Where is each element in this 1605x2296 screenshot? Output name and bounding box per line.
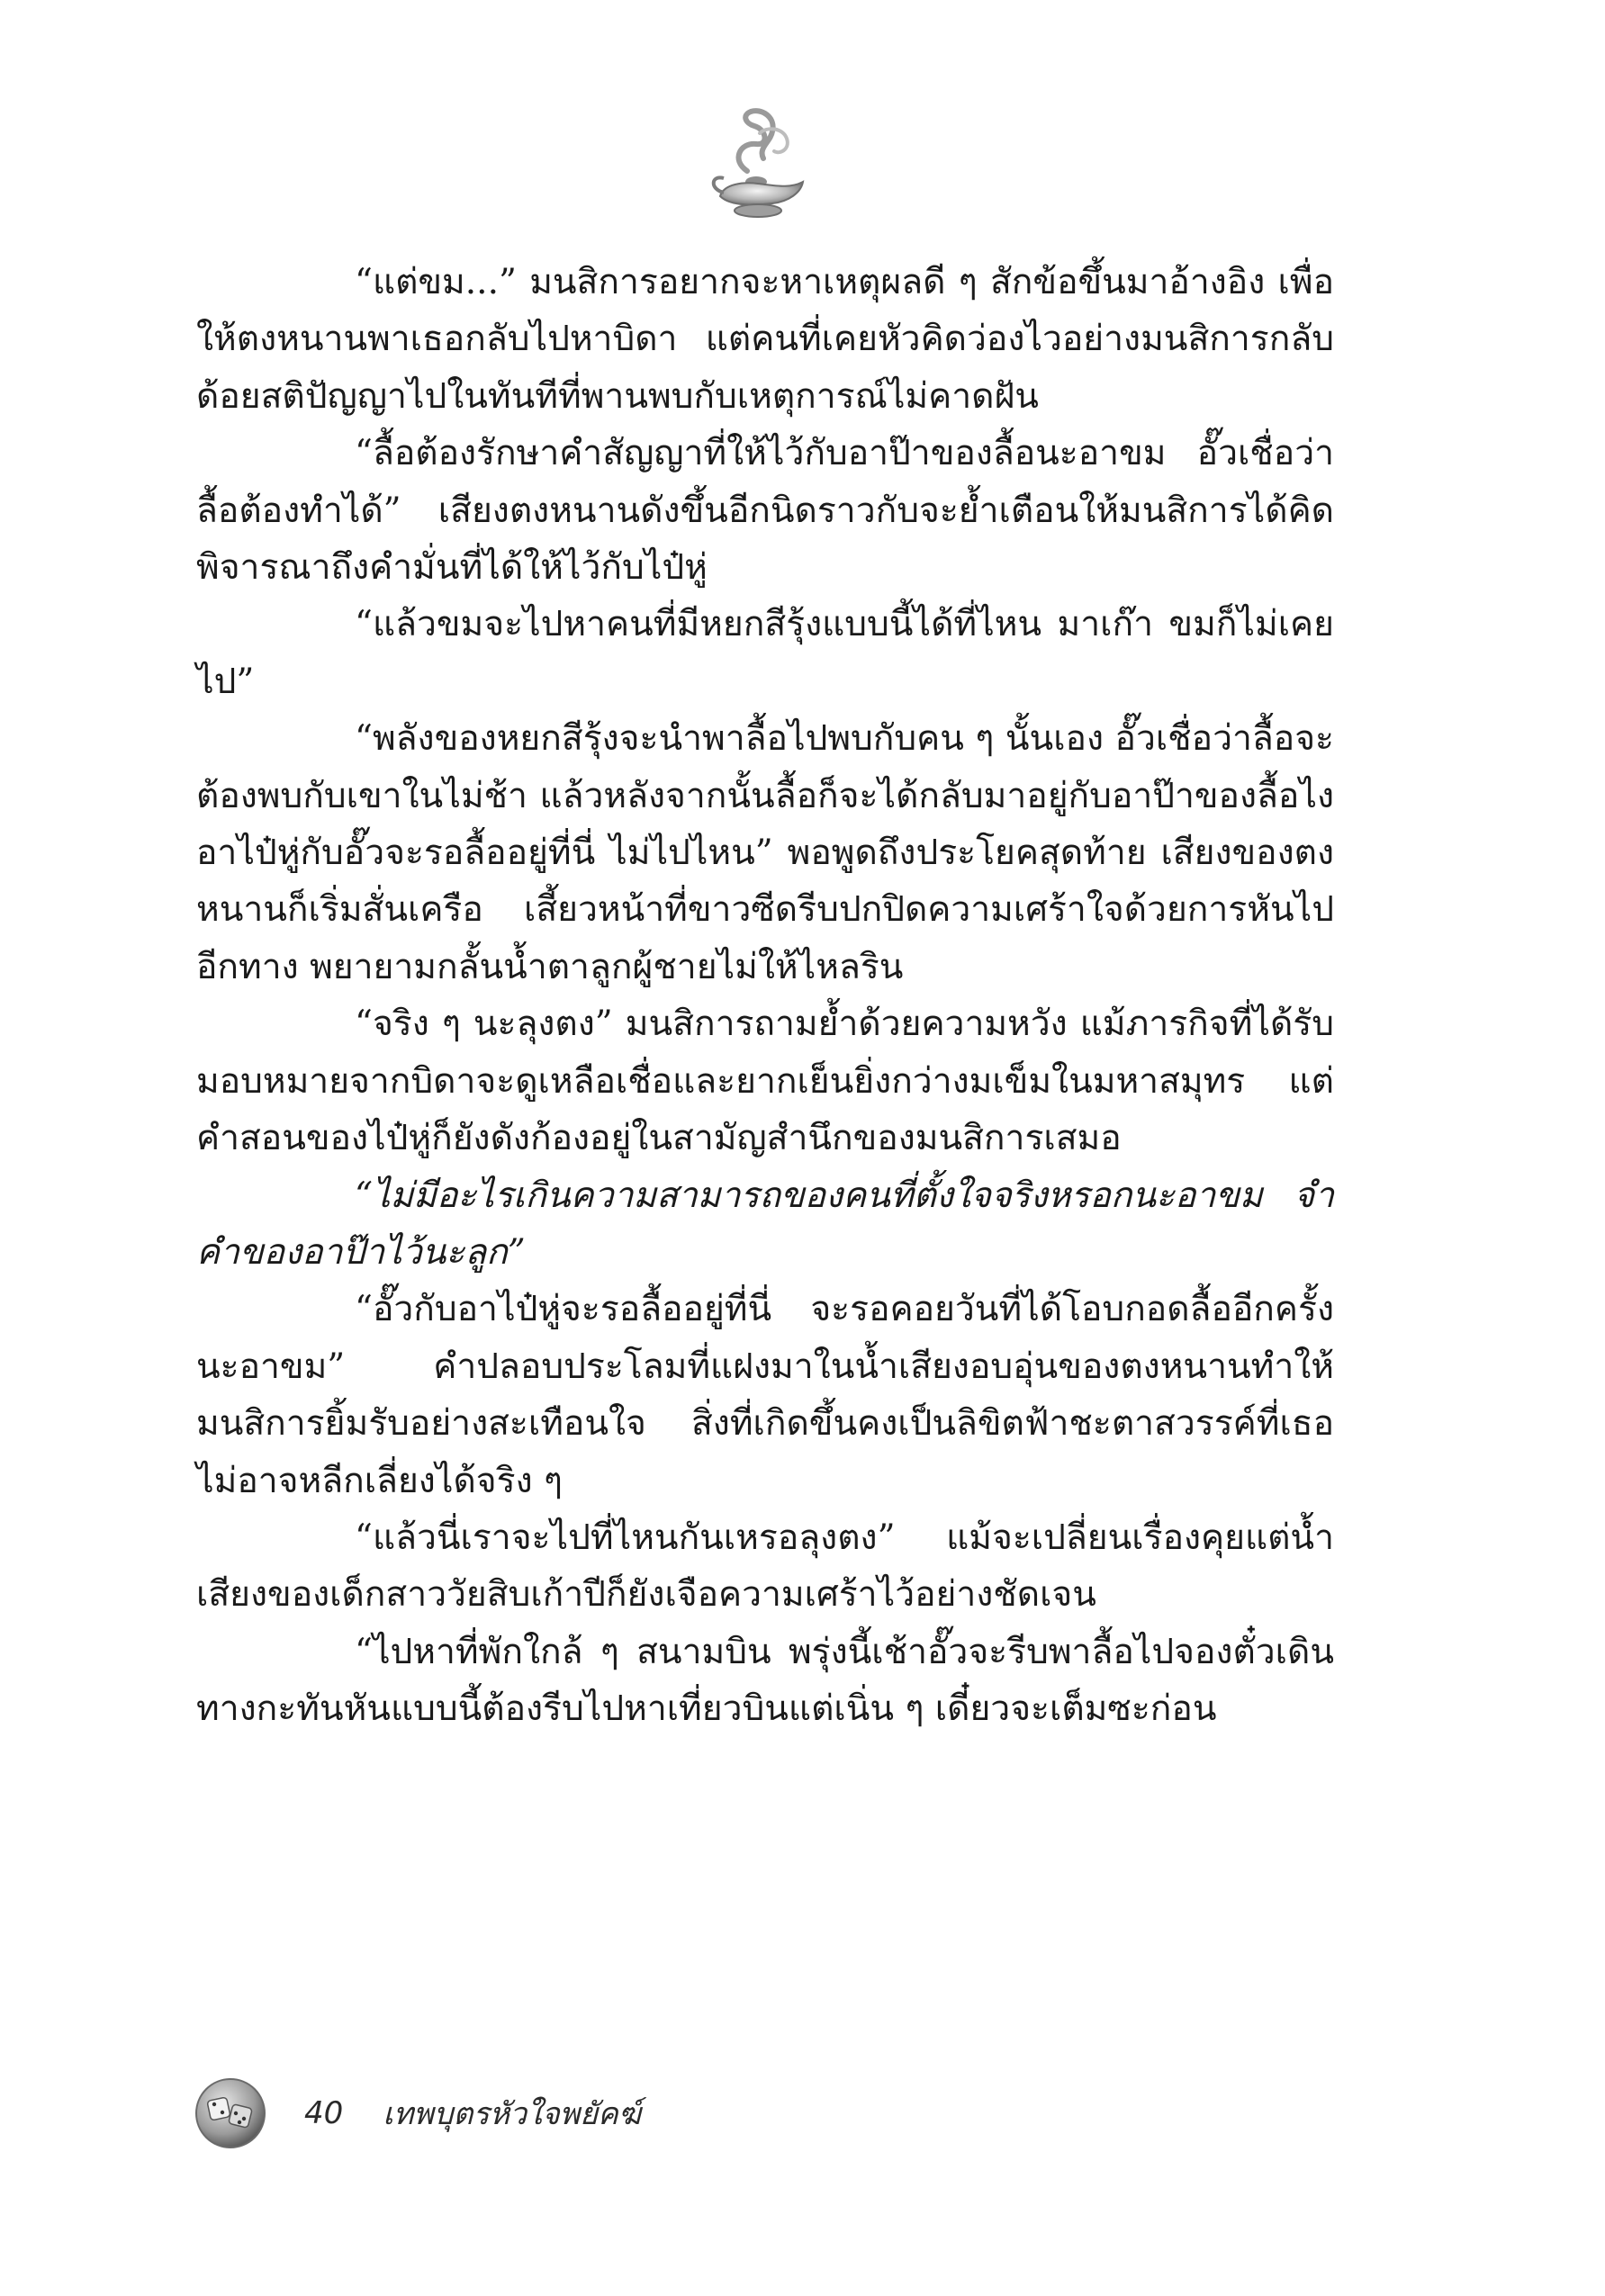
paragraph: “ไปหาที่พักใกล้ ๆ สนามบิน พรุ่งนี้เช้าอั๊วจะรีบพาลื้อไปจองตั๋วเดินทางกะทันหันแบบนี้ต้องรีบไปหาเที่ยวบินแต่เนิ่น ๆ เดี๋ยวจะเต็มซะก่อน xyxy=(196,1631,1334,1730)
page-number: 40 xyxy=(304,2095,344,2131)
paragraph: “อั๊วกับอาไป๋หู่จะรอลื้ออยู่ที่นี่ จะรอคอยวันที่ได้โอบกอดลื้ออีกครั้งนะอาขม” คำปลอบประโลมที่แฝงมาในน้ำเสียงอบอุ่นของตงหนานทำให้มนสิการยิ้มรับอย่างสะเทือนใจ สิ่งที่เกิดขึ้นคงเป็นลิขิตฟ้าชะตาสวรรค์ที่เธอไม่อาจหลีกเลี่ยงได้จริง ๆ xyxy=(196,1289,1334,1501)
paragraph: “พลังของหยกสีรุ้งจะนำพาลื้อไปพบกับคน ๆ นั้นเอง อั๊วเชื่อว่าลื้อจะต้องพบกับเขาในไม่ช้า แล้วหลังจากนั้นลื้อก็จะได้กลับมาอยู่กับอาป๊าของลื้อไง อาไป๋หู่กับอั๊วจะรอลื้ออยู่ที่นี่ ไม่ไปไหน” พอพูดถึงประโยคสุดท้าย เสียงของตงหนานก็เริ่มสั่นเครือ เสี้ยวหน้าที่ขาวซีดรีบปกปิดความเศร้าใจด้วยการหันไปอีกทาง พยายามกลั้นน้ำตาลูกผู้ชายไม่ให้ไหลริน xyxy=(196,718,1334,987)
magic-lamp-icon xyxy=(704,106,812,232)
paragraph: “แต่ขม...” มนสิการอยากจะหาเหตุผลดี ๆ สักข้อขึ้นมาอ้างอิง เพื่อให้ตงหนานพาเธอกลับไปหาบิดา แต่คนที่เคยหัวคิดว่องไวอย่างมนสิการกลับด้อยสติปัญญาไปในทันทีที่พานพบกับเหตุการณ์ไม่คาดฝัน xyxy=(196,262,1334,417)
body-text xyxy=(196,254,1334,1738)
paragraph: “แล้วขมจะไปหาคนที่มีหยกสีรุ้งแบบนี้ได้ที่ไหน มาเก๊า ขมก็ไม่เคยไป” xyxy=(196,604,1334,702)
paragraph: “จริง ๆ นะลุงตง” มนสิการถามย้ำด้วยความหวัง แม้ภารกิจที่ได้รับมอบหมายจากบิดาจะดูเหลือเชื่อและยากเย็นยิ่งกว่างมเข็มในมหาสมุทร แต่คำสอนของไป๋หู่ก็ยังดังก้องอยู่ในสามัญสำนึกของมนสิการเสมอ xyxy=(196,1004,1334,1159)
page-footer xyxy=(193,2068,641,2158)
paragraph: “ลื้อต้องรักษาคำสัญญาที่ให้ไว้กับอาป๊าของลื้อนะอาขม อั๊วเชื่อว่าลื้อต้องทำได้” เสียงตงหนานดังขึ้นอีกนิดราวกับจะย้ำเตือนให้มนสิการได้คิดพิจารณาถึงคำมั่นที่ได้ให้ไว้กับไป๋หู่ xyxy=(196,433,1334,589)
dice-emblem-icon xyxy=(193,2075,268,2151)
paragraph: “แล้วนี่เราจะไปที่ไหนกันเหรอลุงตง” แม้จะเปลี่ยนเรื่องคุยแต่น้ำเสียงของเด็กสาววัยสิบเก้าปีก็ยังเจือความเศร้าไว้อย่างชัดเจน xyxy=(196,1517,1334,1616)
book-title: เทพบุตรหัวใจพยัคฆ์ xyxy=(383,2096,641,2132)
italic-quote-paragraph: “ไม่มีอะไรเกินความสามารถของคนที่ตั้งใจจริงหรอกนะอาขม จำคำของอาป๊าไว้นะลูก” xyxy=(196,1175,1334,1273)
